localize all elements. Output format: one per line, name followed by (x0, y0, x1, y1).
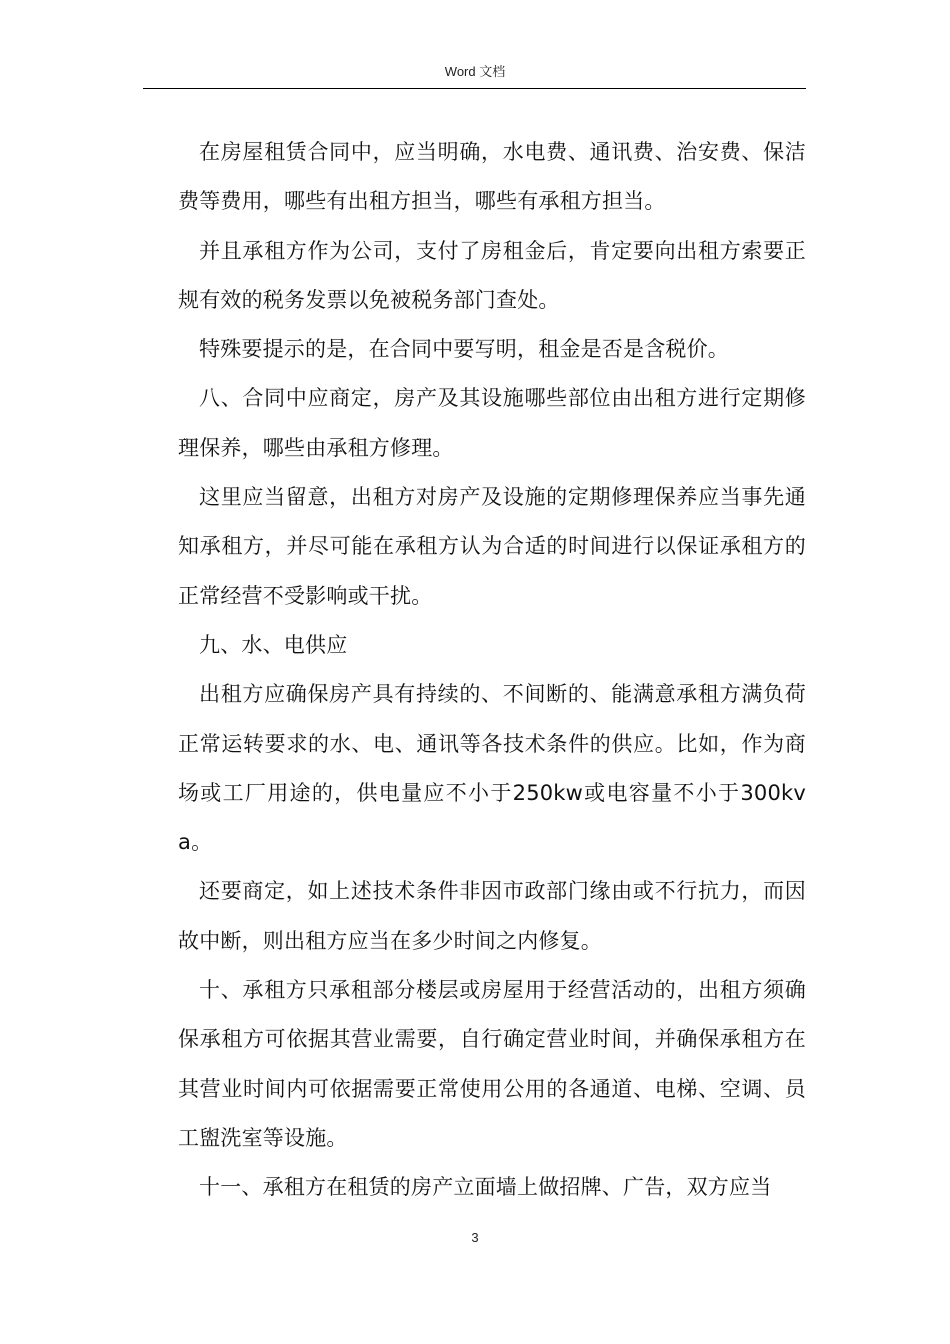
paragraph-section-11: 十一、承租方在租赁的房产立面墙上做招牌、广告，双方应当 (199, 1175, 772, 1200)
paragraph-section-9-heading: 九、水、电供应 (199, 632, 348, 657)
paragraph-tax-note: 特殊要提示的是，在合同中要写明，租金是否是含税价。 (199, 337, 729, 362)
paragraph-section-10: 十、承租方只承租部分楼层或房屋用于经营活动的，出租方须确保承租方可依据其营业需要，自行确定营业时间，并确保承租方在其营业时间内可依据需要正常使用公用的各通道、电梯、空调、员工盥洗室等设施。 (178, 978, 806, 1150)
paragraph-section-8: 八、合同中应商定，房产及其设施哪些部位由出租方进行定期修理保养，哪些由承租方修理。 (178, 386, 806, 460)
paragraph-utility-supply: 出租方应确保房产具有持续的、不间断的、能满意承租方满负荷正常运转要求的水、电、通讯等各技术条件的供应。比如，作为商场或工厂用途的，供电量应不小于250kw或电容量不小于300kva。 (178, 682, 806, 855)
page-number: 3 (471, 1230, 479, 1245)
paragraph-repair-time: 还要商定，如上述技术条件非因市政部门缘由或不行抗力，而因故中断，则出租方应当在多少时间之内修复。 (178, 879, 806, 953)
header-divider (143, 88, 806, 89)
document-body (178, 128, 806, 1213)
document-header-label: Word 文档 (444, 64, 506, 79)
paragraph-fees: 在房屋租赁合同中，应当明确，水电费、通讯费、治安费、保洁费等费用，哪些有出租方担当，哪些有承租方担当。 (178, 140, 806, 214)
paragraph-invoice: 并且承租方作为公司，支付了房租金后，肯定要向出租方索要正规有效的税务发票以免被税务部门查处。 (178, 238, 806, 312)
paragraph-maintenance-notice: 这里应当留意，出租方对房产及设施的定期修理保养应当事先通知承租方，并尽可能在承租方认为合适的时间进行以保证承租方的正常经营不受影响或干扰。 (178, 485, 806, 608)
